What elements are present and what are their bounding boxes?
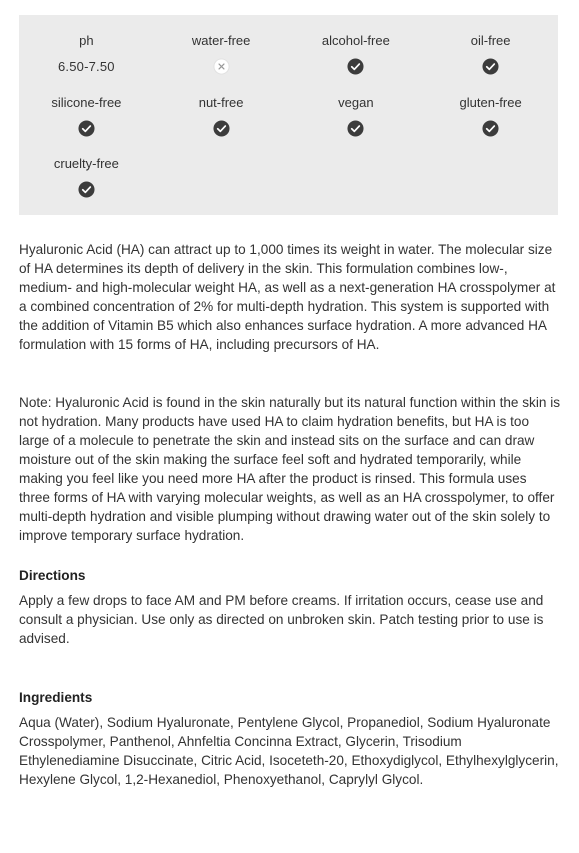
attribute-ph xyxy=(19,33,154,95)
directions-text: Apply a few drops to face AM and PM before creams. If irritation occurs, cease use and consult a physician. Use only as directed on unbroken skin. Patch testing prior to use is advised. xyxy=(19,593,544,646)
check-circle-icon xyxy=(482,58,499,75)
attribute-vegan xyxy=(289,95,424,157)
directions-heading: Directions xyxy=(19,568,86,583)
check-circle-icon xyxy=(213,120,230,137)
attribute-label: alcohol-free xyxy=(321,33,390,48)
attribute-oil-free xyxy=(423,33,558,95)
attribute-label: water-free xyxy=(191,33,251,48)
attribute-value: 6.50-7.50 xyxy=(58,59,115,74)
attribute-water-free xyxy=(154,33,289,95)
attribute-cruelty-free xyxy=(19,156,154,218)
attribute-label: gluten-free xyxy=(459,94,522,110)
attributes-grid xyxy=(19,33,558,218)
attribute-label: ph xyxy=(79,33,94,48)
ingredients-text: Aqua (Water), Sodium Hyaluronate, Pentylene Glycol, Propanediol, Sodium Hyaluronate Crosspolymer, Panthenol, Ahnfeltia Concinna Extract, Glycerin, Trisodium Ethylenediamine Disuccinate, Citric Acid, Isoceteth-20, Ethoxydiglycol, Ethylhexylglycerin, Hexylene Glycol, 1,2-Hexanediol, Phenoxyethanol, Caprylyl Glycol. xyxy=(19,715,559,787)
attribute-label: oil-free xyxy=(470,33,511,48)
description-intro: Hyaluronic Acid (HA) can attract up to 1,000 times its weight in water. The molecular size of HA determines its depth of delivery in the skin. This formulation combines low-, medium- and high-molecular weight HA, as well as a next-generation HA crosspolymer at a combined concentration of 2% for multi-depth hydration. This system is supported with the addition of Vitamin B5 which also enhances surface hydration. A more advanced HA formulation with 15 forms of HA, including precursors of HA. xyxy=(19,242,556,352)
attribute-nut-free xyxy=(154,95,289,157)
attribute-label: cruelty-free xyxy=(53,156,119,171)
attribute-gluten-free xyxy=(423,95,558,157)
check-circle-icon xyxy=(347,120,364,137)
check-circle-icon xyxy=(78,120,95,137)
product-details xyxy=(19,240,561,789)
attribute-label: nut-free xyxy=(198,94,244,110)
check-circle-icon xyxy=(78,181,95,198)
ingredients-heading: Ingredients xyxy=(19,690,93,705)
attribute-label: silicone-free xyxy=(51,94,122,110)
attribute-alcohol-free xyxy=(289,33,424,95)
attribute-silicone-free xyxy=(19,95,154,157)
attribute-label: vegan xyxy=(338,94,374,110)
x-circle-icon xyxy=(213,58,230,75)
description-note: Note: Hyaluronic Acid is found in the skin naturally but its natural function within the skin is not hydration. Many products have used HA to claim hydration benefits, but HA is too large of a molecule to penetrate the skin and instead sits on the surface and can draw moisture out of the skin making the surface feel soft and hydrated temporarily, while making you feel like you need more HA after the product is rinsed. This formula uses three forms of HA with varying molecular weights, as well as an HA crosspolymer, to offer multi-depth hydration and visible plumping without drawing water out of the skin solely to improve temporary surface hydration. xyxy=(19,395,561,543)
product-attributes-panel xyxy=(19,15,558,215)
check-circle-icon xyxy=(482,120,499,137)
check-circle-icon xyxy=(347,58,364,75)
